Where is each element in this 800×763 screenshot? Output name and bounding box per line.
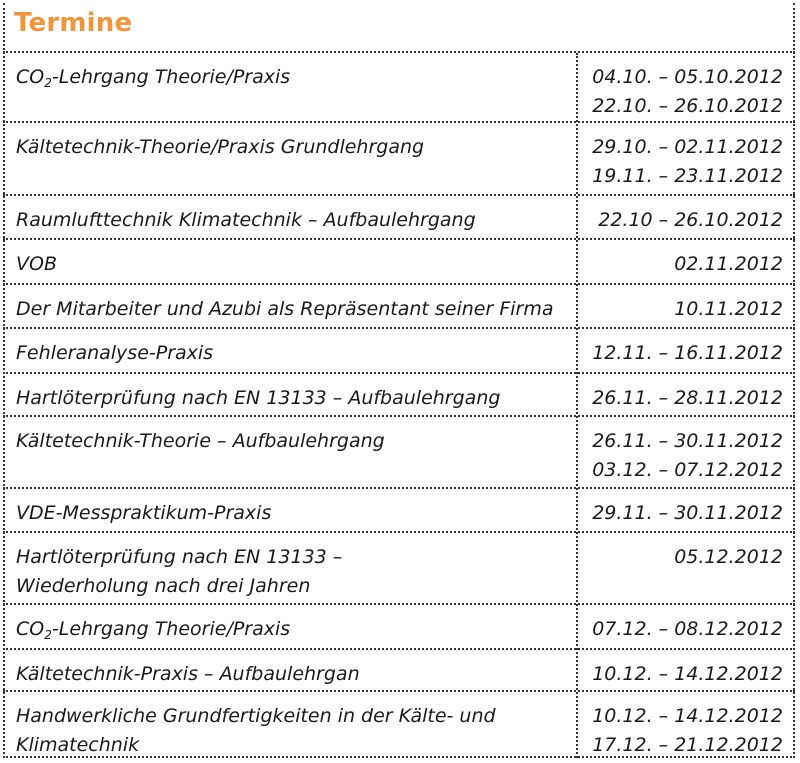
table-row	[3, 417, 795, 489]
table-row	[3, 53, 795, 123]
date-range: 29.10. – 02.11.2012	[592, 136, 783, 158]
course-name: Der Mitarbeiter und Azubi als Repräsentant seiner Firma	[16, 298, 554, 320]
course-name: Kältetechnik-Theorie – Aufbaulehrgang	[16, 430, 385, 452]
course-dates	[583, 339, 783, 368]
course-dates	[583, 615, 783, 644]
table-row	[3, 489, 795, 533]
table-row	[3, 329, 795, 374]
course-name: VDE-Messpraktikum-Praxis	[16, 502, 272, 524]
course-name: Handwerkliche Grundfertigkeiten in der Kälte- und Klimatechnik	[16, 705, 496, 756]
course-name: Kältetechnik-Theorie/Praxis Grundlehrgang	[16, 136, 425, 158]
course-dates	[583, 250, 783, 279]
course-dates	[583, 660, 783, 689]
date-range: 07.12. – 08.12.2012	[592, 618, 783, 640]
date-range: 29.11. – 30.11.2012	[592, 502, 783, 524]
date-range: 26.11. – 28.11.2012	[592, 387, 783, 409]
date-range: 10.12. – 14.12.2012	[592, 663, 783, 685]
date-range: 03.12. – 07.12.2012	[592, 459, 783, 481]
course-dates	[583, 63, 783, 121]
table-row	[3, 123, 795, 196]
course-dates	[583, 295, 783, 324]
course-name: Raumlufttechnik Klimatechnik – Aufbaulehrgang	[16, 209, 476, 231]
table-row	[3, 285, 795, 329]
course-name: Hartlöterprüfung nach EN 13133 – Wiederholung nach drei Jahren	[16, 546, 343, 597]
course-dates	[583, 499, 783, 528]
course-name: $CO_2$-Lehrgang Theorie/Praxis	[16, 66, 291, 90]
course-dates	[583, 206, 783, 235]
date-range: 10.11.2012	[674, 298, 783, 320]
date-range: 22.10. – 26.10.2012	[592, 95, 783, 117]
course-name: Hartlöterprüfung nach EN 13133 – Aufbaulehrgang	[16, 387, 501, 409]
date-range: 10.12. – 14.12.2012	[592, 705, 783, 727]
course-name: VOB	[16, 253, 57, 275]
course-name: Kältetechnik-Praxis – Aufbaulehrgan	[16, 663, 360, 685]
table-row	[3, 605, 795, 650]
table-row	[3, 196, 795, 240]
page-title: Termine	[14, 8, 133, 38]
course-name: Fehleranalyse-Praxis	[16, 342, 214, 364]
date-range: 12.11. – 16.11.2012	[592, 342, 783, 364]
date-range: 19.11. – 23.11.2012	[592, 165, 783, 187]
course-name: $CO_2$-Lehrgang Theorie/Praxis	[16, 618, 291, 642]
table-row	[3, 240, 795, 285]
date-range: 02.11.2012	[674, 253, 783, 275]
table-row	[3, 650, 795, 692]
table-row	[3, 692, 795, 758]
course-dates	[583, 427, 783, 485]
date-range: 22.10 – 26.10.2012	[598, 209, 783, 231]
date-range: 17.12. – 21.12.2012	[592, 734, 783, 756]
table-row	[3, 374, 795, 417]
course-dates	[583, 543, 783, 572]
date-range: 05.12.2012	[674, 546, 783, 568]
table-row	[3, 533, 795, 605]
course-dates	[583, 133, 783, 191]
date-range: 04.10. – 05.10.2012	[592, 66, 783, 88]
course-dates	[583, 702, 783, 760]
date-range: 26.11. – 30.11.2012	[592, 430, 783, 452]
course-dates	[583, 384, 783, 413]
